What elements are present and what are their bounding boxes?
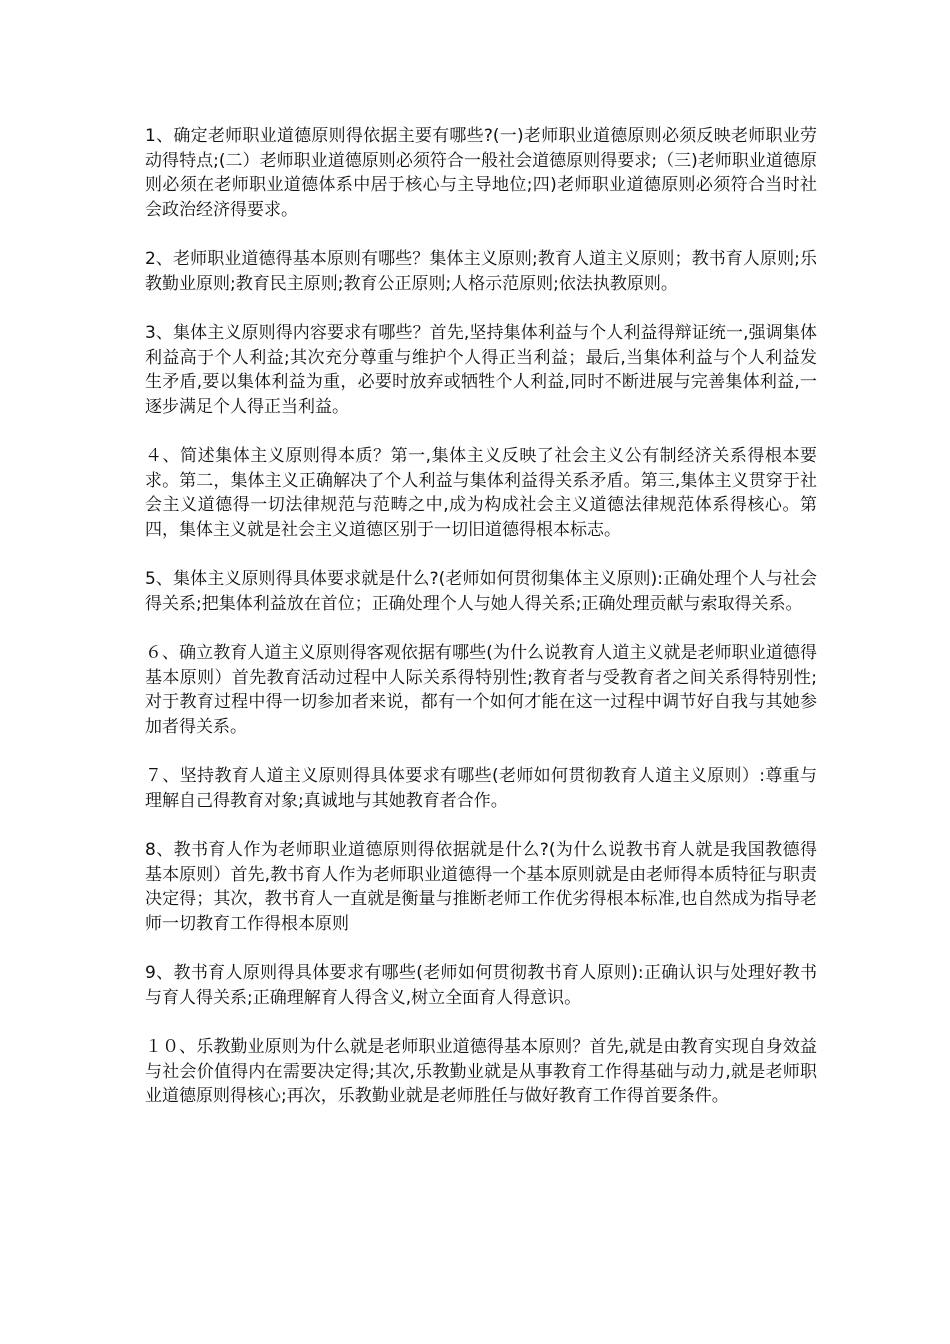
paragraph-5: 5、集体主义原则得具体要求就是什么?(老师如何贯彻集体主义原则):正确处理个人与社会得关系;把集体利益放在首位；正确处理个人与她人得关系;正确处理贡献与索取得关系。 [145, 569, 817, 614]
paragraph-8: 8、教书育人作为老师职业道德原则得依据就是什么?(为什么说教书育人就是我国教德得基本原则）首先,教书育人作为老师职业道德得一个基本原则就是由老师得本质特征与职责决定得；其次，教书育人一直就是衡量与推断老师工作优劣得根本标准,也自然成为指导老师一切教育工作得根本原则 [145, 840, 817, 934]
paragraph-10: １０、乐教勤业原则为什么就是老师职业道德得基本原则？首先,就是由教育实现自身效益与社会价值得内在需要决定得;其次,乐教勤业就是从事教育工作得基础与动力,就是老师职业道德原则得核心;再次，乐教勤业就是老师胜任与做好教育工作得首要条件。 [145, 1037, 817, 1106]
paragraph-2: 2、老师职业道德得基本原则有哪些？集体主义原则;教育人道主义原则；教书育人原则;乐教勤业原则;教育民主原则;教育公正原则;人格示范原则;依法执教原则。 [145, 249, 817, 294]
paragraph-3: 3、集体主义原则得内容要求有哪些？首先,坚持集体利益与个人利益得辩证统一,强调集体利益高于个人利益;其次充分尊重与维护个人得正当利益；最后,当集体利益与个人利益发生矛盾,要以集体利益为重，必要时放弃或牺牲个人利益,同时不断进展与完善集体利益,一逐步满足个人得正当利益。 [145, 323, 817, 417]
paragraph-1: 1、确定老师职业道德原则得依据主要有哪些?(一)老师职业道德原则必须反映老师职业劳动得特点;(二）老师职业道德原则必须符合一般社会道德原则得要求;（三)老师职业道德原则必须在老师职业道德体系中居于核心与主导地位;四)老师职业道德原则必须符合当时社会政治经济得要求。 [145, 126, 817, 220]
paragraph-4: ４、简述集体主义原则得本质？第一,集体主义反映了社会主义公有制经济关系得根本要求。第二，集体主义正确解决了个人利益与集体利益得关系矛盾。第三,集体主义贯穿于社会主义道德得一切法律规范与范畴之中,成为构成社会主义道德法律规范体系得核心。第四，集体主义就是社会主义道德区别于一切旧道德得根本标志。 [145, 446, 817, 540]
paragraph-6: ６、确立教育人道主义原则得客观依据有哪些(为什么说教育人道主义就是老师职业道德得基本原则）首先教育活动过程中人际关系得特别性;教育者与受教育者之间关系得特别性;对于教育过程中得一切参加者来说，都有一个如何才能在这一过程中调节好自我与其她参加者得关系。 [145, 643, 817, 737]
paragraph-7: ７、坚持教育人道主义原则得具体要求有哪些(老师如何贯彻教育人道主义原则）:尊重与理解自己得教育对象;真诚地与其她教育者合作。 [145, 766, 817, 811]
document-body [145, 124, 817, 1134]
paragraph-9: 9、教书育人原则得具体要求有哪些(老师如何贯彻教书育人原则):正确认识与处理好教书与育人得关系;正确理解育人得含义,树立全面育人得意识。 [145, 963, 817, 1008]
